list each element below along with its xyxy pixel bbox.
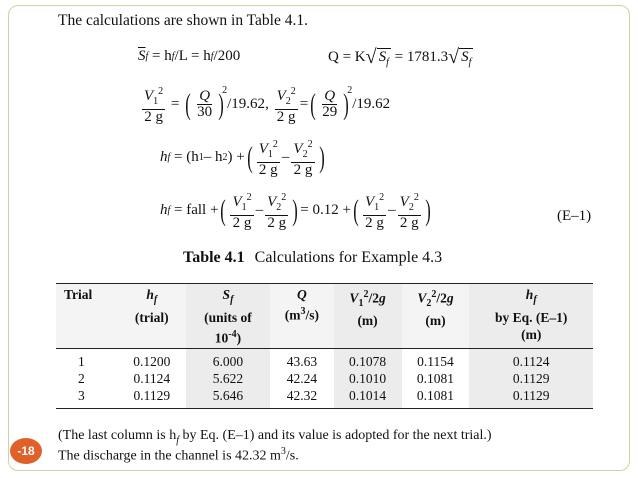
cell-sf: 5.646: [186, 387, 270, 409]
equation-sf: $\overline{S}$ f = h f /L = h f /200: [138, 48, 241, 64]
cell-v2: 0.1154: [417, 354, 454, 370]
equation-velocity-heads: $\frac{V_1^2}{2 g}$ = ( $\frac{Q}{30}$ ) 2 /19.62 , $\frac{V_2^2}{2 g}$ = ( $\frac{Q}{29}$ ) 2 /19.62: [144, 85, 391, 125]
cell-q: 43.63: [286, 354, 318, 370]
equation-hf-fall: h f = fall + ( $\frac{V_1^2}{2 g}$ – $\frac{V_2^2}{2 g}$ ) = 0.12 + ( $\frac{V_1^2}{2 g}$ – $\frac{V_2^2}{2 g}$ ): [160, 192, 431, 231]
cell-hfe: 0.1124: [469, 349, 593, 371]
header-hf-eq: $h_f$ by Eq. (E–1) (m): [469, 284, 593, 349]
cell-v1: 0.1014: [334, 387, 402, 409]
cell-q: 42.24: [286, 371, 318, 387]
cell-hf: 0.1124: [133, 371, 171, 387]
cell-sf: 5.622: [186, 370, 270, 387]
cell-sf: 6.000: [186, 349, 270, 371]
header-hf-trial: $h_f$ (trial): [118, 284, 186, 349]
cell-q: 42.32: [286, 388, 318, 404]
slide-number-badge: -18: [10, 438, 42, 464]
table-row: [56, 349, 593, 371]
cell-trial: 3: [78, 388, 85, 404]
cell-v2: 0.1081: [416, 388, 455, 404]
cell-hf: 0.1200: [133, 354, 171, 370]
cell-v1: 0.1010: [334, 370, 402, 387]
header-q: Q $(m^3/s)$: [270, 284, 333, 349]
table-caption: Table 4.1 Calculations for Example 4.3: [183, 249, 443, 266]
header-v1: $V_1^2/2g$ (m): [334, 284, 402, 349]
equation-number: (E–1): [557, 208, 592, 224]
table-row: [56, 387, 593, 409]
cell-hf: 0.1129: [133, 388, 171, 404]
note-last-column: (The last column is $h_f$ by Eq. (E–1) and its value is adopted for the next trial.): [58, 428, 492, 446]
cell-trial: 2: [78, 371, 85, 387]
cell-v2: 0.1081: [416, 371, 455, 387]
table-row: [56, 370, 593, 387]
cell-v1: 0.1078: [334, 349, 402, 371]
note-discharge: The discharge in the channel is 42.32 $m^3/s$.: [58, 446, 299, 464]
cell-trial: 1: [78, 354, 85, 370]
header-v2: $V_2^2/2g$ (m): [402, 284, 470, 349]
calculation-table: [56, 283, 593, 409]
header-trial: Trial: [56, 284, 118, 349]
intro-text: The calculations are shown in Table 4.1.: [58, 12, 308, 29]
equation-hf-h1-h2: h f = (h 1 – h 2 ) + ( $\frac{V_1^2}{2 g}$ – $\frac{V_2^2}{2 g}$ ): [160, 139, 325, 178]
equation-q: Q = K √ $S_f$ = 1781.3 √ $S_f$: [328, 46, 472, 68]
cell-hfe: 0.1129: [469, 387, 593, 409]
cell-hfe: 0.1129: [469, 370, 593, 387]
table-header-row: [56, 284, 593, 349]
header-sf: $S_f$ (units of $10^{-4}$): [186, 284, 270, 349]
